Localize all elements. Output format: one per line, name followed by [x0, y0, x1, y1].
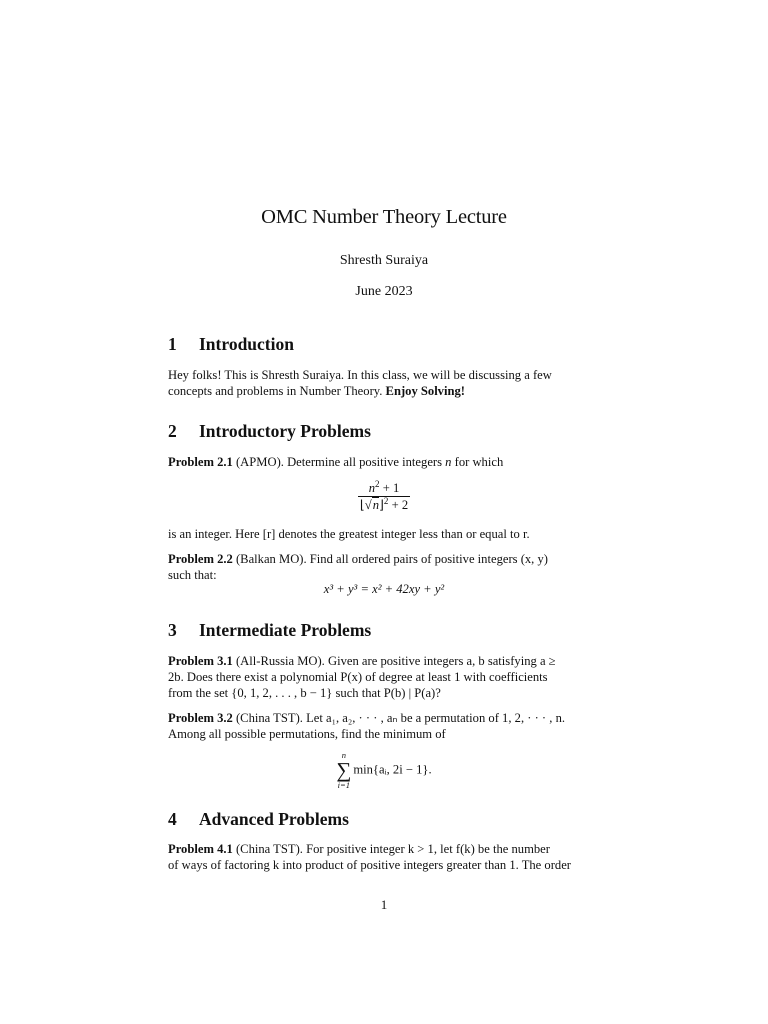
sum-upper-limit: n — [341, 750, 346, 760]
intro-line: concepts and problems in Number Theory. — [168, 384, 383, 398]
section-number: 3 — [168, 620, 177, 640]
summation-sign: n ∑ i=1 — [336, 750, 352, 790]
problem-label: Problem 3.1 — [168, 654, 233, 668]
section-number: 2 — [168, 421, 177, 441]
section-title: Introduction — [199, 334, 294, 354]
intro-bold-text: Enjoy Solving! — [385, 384, 465, 398]
fraction-equation — [168, 481, 600, 513]
section-title: Advanced Problems — [199, 809, 349, 829]
page-number: 1 — [380, 897, 388, 912]
section-heading-advanced — [168, 809, 608, 830]
problem-text: For positive integer k > 1, let f(k) be the number — [306, 842, 550, 856]
problem-label: Problem 2.2 — [168, 552, 233, 566]
sum-body: min{aᵢ, 2i − 1}. — [353, 762, 432, 777]
problem-2-1 — [168, 454, 600, 470]
intro-line: Hey folks! This is Shresth Suraiya. In this class, we will be discussing a few — [168, 368, 552, 382]
problem-text: for which — [454, 455, 504, 469]
problem-variable: n — [445, 455, 452, 469]
section-title: Introductory Problems — [199, 421, 371, 441]
problem-label: Problem 2.1 — [168, 455, 233, 469]
fraction: $\frac{n^2 + 1}{⌊√n⌋^2 + 2}$ — [359, 479, 409, 512]
problem-label: Problem 4.1 — [168, 842, 233, 856]
problem-2-1-continuation — [168, 526, 600, 542]
sum-lower-limit: i=1 — [337, 780, 351, 790]
intro-paragraph — [168, 367, 600, 399]
section-heading-intermediate — [168, 620, 608, 641]
section-number: 1 — [168, 334, 177, 354]
document-date: June 2023 — [355, 284, 413, 299]
problem-source: (APMO). — [235, 455, 284, 469]
problem-text: Let a₁, a₂, · · · , aₙ be a permutation of 1, 2, · · · , n. — [306, 711, 566, 725]
problem-text: 2b. Does there exist a polynomial P(x) of degree at least 1 with coefficients — [168, 670, 548, 684]
problem-source: (China TST). — [235, 711, 303, 725]
summation-equation — [168, 750, 600, 790]
problem-source: (Balkan MO). — [235, 552, 307, 566]
section-number: 4 — [168, 809, 177, 829]
problem-text: is an integer. Here [r] denotes the greatest integer less than or equal to r. — [168, 527, 530, 541]
section-heading-introductory — [168, 421, 608, 442]
section-heading-introduction — [168, 334, 608, 355]
problem-text: Find all ordered pairs of positive integers (x, y) — [309, 552, 548, 566]
problem-label: Problem 3.2 — [168, 711, 233, 725]
problem-3-2 — [168, 710, 600, 742]
problem-text: Given are positive integers a, b satisfying a ≥ — [328, 654, 556, 668]
problem-text: of ways of factoring k into product of positive integers greater than 1. The order — [168, 858, 571, 872]
problem-2-2 — [168, 551, 600, 583]
problem-4-1 — [168, 841, 600, 873]
document-title: OMC Number Theory Lecture — [261, 206, 507, 228]
problem-3-1 — [168, 653, 600, 701]
problem-source: (All-Russia MO). — [235, 654, 325, 668]
document-author: Shresth Suraiya — [339, 253, 429, 268]
problem-text: such that: — [168, 568, 217, 582]
equation-2-2: x³ + y³ = x² + 42xy + y² — [323, 582, 445, 596]
section-title: Intermediate Problems — [199, 620, 372, 640]
problem-text: Among all possible permutations, find the minimum of — [168, 727, 446, 741]
problem-source: (China TST). — [235, 842, 303, 856]
problem-text: from the set {0, 1, 2, . . . , b − 1} such that P(b) | P(a)? — [168, 686, 441, 700]
problem-text: Determine all positive integers — [287, 455, 443, 469]
